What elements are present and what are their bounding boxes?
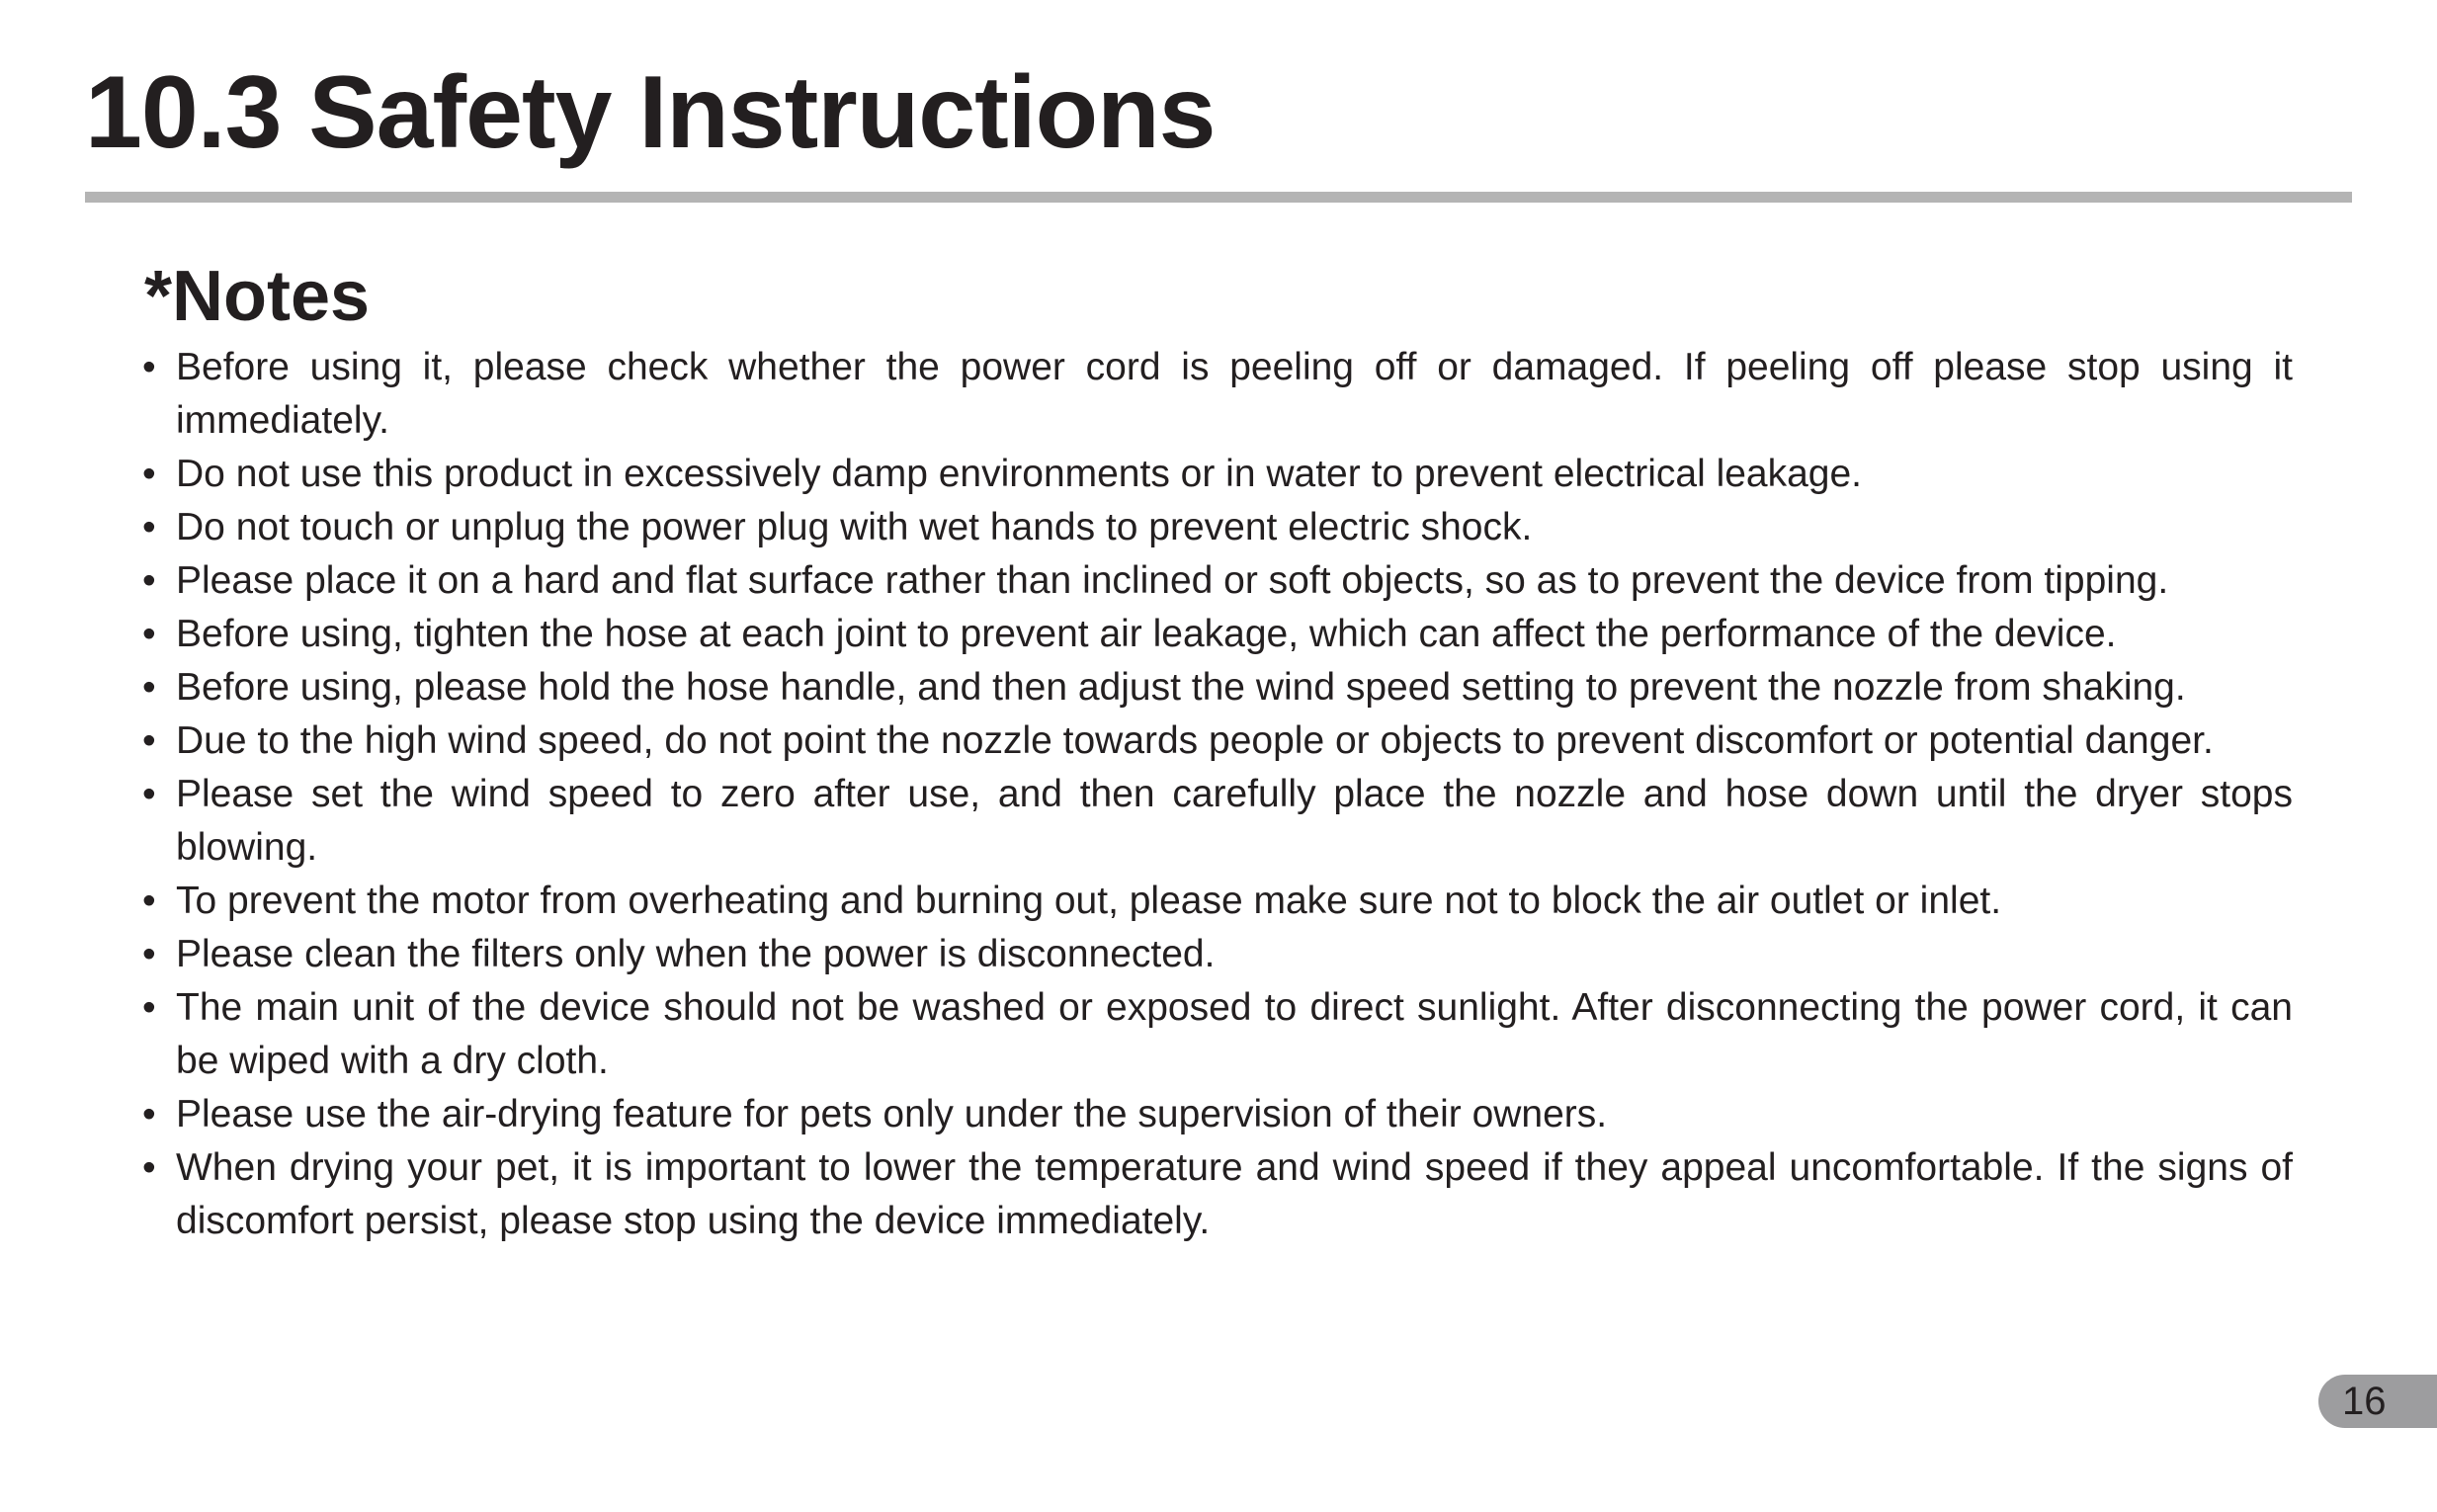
- note-text: Please use the air-drying feature for pets only under the supervision of their owners.: [176, 1093, 1608, 1135]
- page-number: 16: [2342, 1380, 2387, 1423]
- note-text: Please place it on a hard and flat surface rather than inclined or soft objects, so as to prevent the device from tipping.: [176, 559, 2169, 602]
- note-text: Please clean the filters only when the power is disconnected.: [176, 933, 1216, 975]
- page-number-tab: [2318, 1375, 2437, 1428]
- note-text: Before using, please hold the hose handle, and then adjust the wind speed setting to prevent the nozzle from shaking.: [176, 666, 2186, 709]
- bullet-icon: •: [142, 1146, 156, 1189]
- list-item: [142, 768, 2293, 875]
- note-text: Please set the wind speed to zero after use, and then carefully place the nozzle and hose down until the dryer stops blowing.: [176, 773, 2293, 869]
- title-divider: [85, 192, 2352, 203]
- bullet-icon: •: [142, 880, 156, 922]
- note-text: Before using it, please check whether the power cord is peeling off or damaged. If peeling off please stop using it immediately.: [176, 346, 2293, 442]
- list-item: [142, 875, 2293, 928]
- list-item: [142, 341, 2293, 448]
- bullet-icon: •: [142, 986, 156, 1029]
- list-item: [142, 714, 2293, 768]
- bullet-icon: •: [142, 719, 156, 762]
- note-text: Due to the high wind speed, do not point the nozzle towards people or objects to prevent discomfort or potential danger.: [176, 719, 2214, 762]
- safety-notes-list: [142, 341, 2293, 1248]
- notes-heading: *Notes: [144, 257, 371, 336]
- note-text: The main unit of the device should not be washed or exposed to direct sunlight. After disconnecting the power cord, it can be wiped with a dry cloth.: [176, 986, 2293, 1082]
- list-item: [142, 1141, 2293, 1248]
- bullet-icon: •: [142, 933, 156, 975]
- list-item: [142, 981, 2293, 1088]
- bullet-icon: •: [142, 666, 156, 709]
- list-item: [142, 1088, 2293, 1141]
- note-text: When drying your pet, it is important to lower the temperature and wind speed if they appeal uncomfortable. If the signs of discomfort persist, please stop using the device immediately.: [176, 1146, 2293, 1242]
- bullet-icon: •: [142, 613, 156, 655]
- bullet-icon: •: [142, 773, 156, 815]
- bullet-icon: •: [142, 1093, 156, 1135]
- page-title: 10.3 Safety Instructions: [85, 55, 1216, 170]
- note-text: To prevent the motor from overheating and burning out, please make sure not to block the air outlet or inlet.: [176, 880, 2002, 922]
- list-item: [142, 448, 2293, 501]
- note-text: Do not touch or unplug the power plug with wet hands to prevent electric shock.: [176, 506, 1533, 548]
- list-item: [142, 501, 2293, 554]
- bullet-icon: •: [142, 346, 156, 388]
- list-item: [142, 661, 2293, 714]
- list-item: [142, 928, 2293, 981]
- bullet-icon: •: [142, 506, 156, 548]
- bullet-icon: •: [142, 453, 156, 495]
- note-text: Before using, tighten the hose at each joint to prevent air leakage, which can affect the performance of the device.: [176, 613, 2117, 655]
- note-text: Do not use this product in excessively damp environments or in water to prevent electrical leakage.: [176, 453, 1863, 495]
- bullet-icon: •: [142, 559, 156, 602]
- list-item: [142, 554, 2293, 608]
- list-item: [142, 608, 2293, 661]
